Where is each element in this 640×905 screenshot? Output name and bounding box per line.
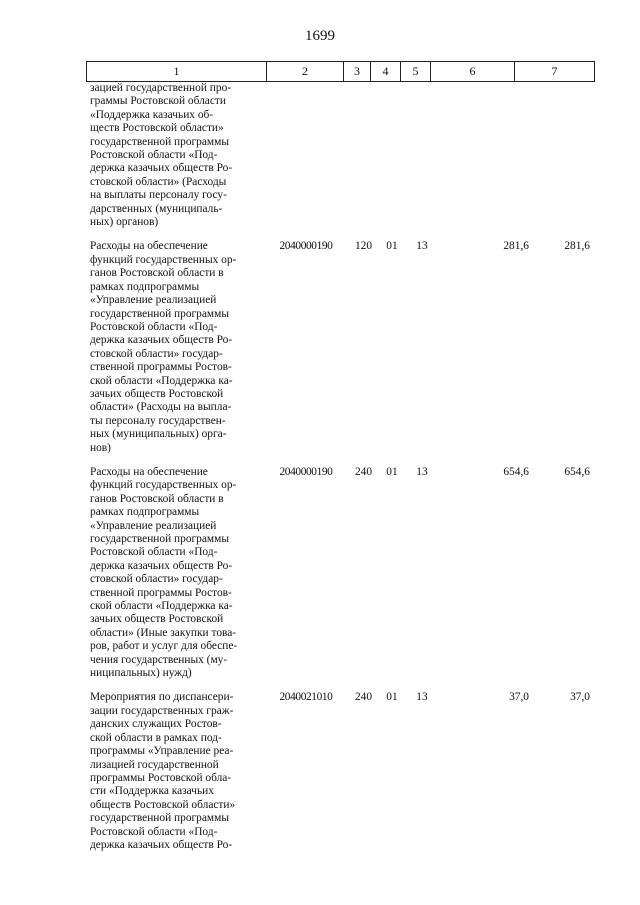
column-header-7: 7 [551,64,558,78]
row-subsection: 13 [416,465,428,478]
row-sum-1: 654,6 [503,465,529,478]
row-expense-type: 240 [354,465,373,478]
page-number: 1699 [305,28,335,44]
column-header-5: 5 [401,62,431,81]
row-subsection: 13 [416,240,428,253]
row-code: 2040021010 [279,691,333,704]
row-sum-1: 281,6 [503,240,529,253]
row-expense-type: 240 [354,691,373,704]
row-description: Расходы на обеспечение функций государственных ор- ганов Ростовской области в рамках подпрограммы «Управление реализацией государственной программы Ростовской области «Под- держка казачьих обществ Ро- стовской области» государ- ственной программы Ростов- ской области «Поддержка ка- зачьих обществ Ростовской области» (Иные закупки това- ров, работ и услуг для обеспе- чения государственных (му- ниципальных) нужд) [90,465,238,680]
table-header [86,61,595,82]
row-sum-2: 654,6 [564,465,590,478]
row-code: 2040000190 [279,240,333,253]
table-row [86,240,595,455]
row-description: Расходы на обеспечение функций государственных ор- ганов Ростовской области в рамках подпрограммы «Управление реализацией государственной программы Ростовской области «Под- держка казачьих обществ Ро- стовской области» государ- ственной программы Ростов- ской области «Поддержка ка- зачьих обществ Ростовской области» (Расходы на выпла- ты персоналу государствен- ных (муниципальных) орга- нов) [90,240,237,454]
row-sum-2: 281,6 [564,240,590,253]
row-code: 2040000190 [279,465,333,478]
table-row [86,82,595,229]
row-expense-type [350,82,377,229]
row-sum-1 [437,82,533,229]
row-section [377,82,407,229]
row-code [262,82,350,229]
table-row [86,466,595,681]
row-description: Мероприятия по диспансери- зации государственных граж- данских служащих Ростов- ской области в рамках под- программы «Управление реа- лизацией государственной программы Ростовской обла- сти «Поддержка казачьих обществ Ростовской области» государственной программы Ростовской области «Под- держка казачьих обществ Ро- [90,691,236,851]
row-section: 01 [386,691,398,704]
column-header-6: 6 [431,62,515,81]
row-sum-2 [533,82,595,229]
row-section: 01 [386,465,398,478]
column-header-4: 4 [371,62,401,81]
row-section: 01 [386,240,398,253]
column-header-3: 3 [344,62,371,81]
row-description: зацией государственной про- граммы Ростовской области «Поддержка казачьих об- ществ Ростовской области» государственной программы Ростовской области «Под- держка казачьих обществ Ро- стовской области» (Расходы на выплаты персоналу госу- дарственных (муниципаль- ных) органов) [90,82,233,229]
table-body [86,82,595,852]
row-subsection [407,82,437,229]
column-header-2: 2 [267,62,344,81]
column-header-1: 1 [87,62,267,81]
row-expense-type: 120 [354,240,373,253]
row-sum-1: 37,0 [509,691,529,704]
row-subsection: 13 [416,691,428,704]
table-row [86,691,595,852]
row-sum-2: 37,0 [570,691,590,704]
